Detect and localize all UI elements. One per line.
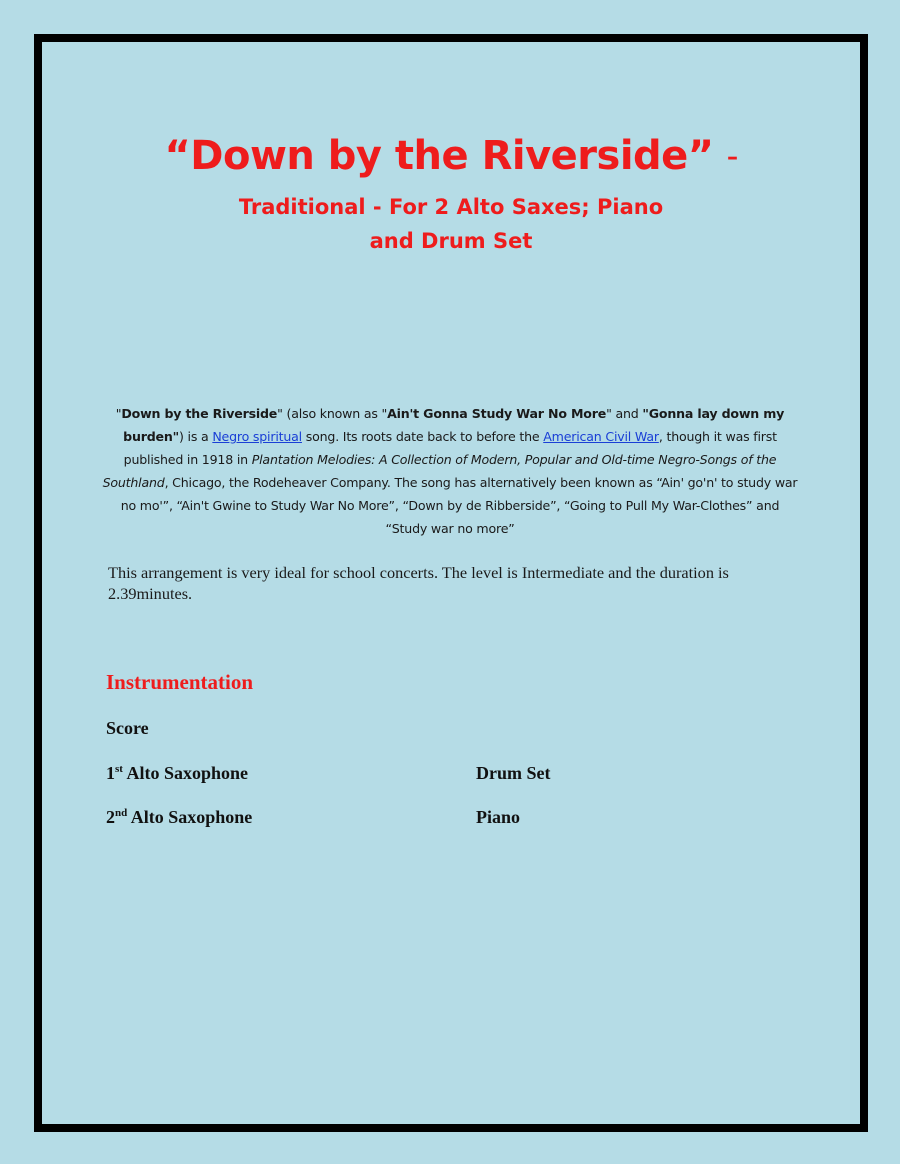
alt-title-2: "Gonna lay down my burden" <box>123 406 785 444</box>
arrangement-note: This arrangement is very ideal for school concerts. The level is Intermediate and the duration is 2.39minutes. <box>108 563 729 603</box>
title-block <box>42 130 860 258</box>
instrument-drum-set: Drum Set <box>476 763 551 783</box>
book-title: Plantation Melodies: A Collection of Modern, Popular and Old-time Negro-Songs of the Southland <box>102 452 777 490</box>
subtitle <box>42 190 860 258</box>
american-civil-war-link[interactable]: American Civil War <box>543 429 659 444</box>
subtitle-line-2: and Drum Set <box>369 229 533 253</box>
instrument-alto-sax-2: 2nd Alto Saxophone <box>106 807 253 827</box>
subtitle-line-1: Traditional - For 2 Alto Saxes; Piano <box>238 195 664 219</box>
song-name: Down by the Riverside <box>121 406 278 421</box>
negro-spiritual-link[interactable]: Negro spiritual <box>212 429 302 444</box>
instrument-score: Score <box>106 718 149 738</box>
song-description: "Down by the Riverside" (also known as "Ain't Gonna Study War No More" and "Gonna lay down my burden") is a Negro spiritual song. Its roots date back to before the American Civil War, though it was first published in 1918 in Plantation Melodies: A Collection of Modern, Popular and Old-time Negro-Songs of the Southland, Chicago, the Rodeheaver Company. The song has alternatively been known as “Ain' go'n' to study war no mo'”, “Ain't Gwine to Study War No More”, “Down by de Ribberside”, “Going to Pull My War-Clothes” and “Study war no more” <box>102 406 798 536</box>
instrumentation-heading: Instrumentation <box>106 670 254 694</box>
page-title <box>42 130 860 184</box>
instrument-piano: Piano <box>476 807 521 827</box>
alt-title-1: Ain't Gonna Study War No More <box>387 406 607 421</box>
instrument-alto-sax-1: 1st Alto Saxophone <box>106 763 248 783</box>
title-dash: – <box>727 145 738 170</box>
title-text: “Down by the Riverside” <box>164 133 714 179</box>
